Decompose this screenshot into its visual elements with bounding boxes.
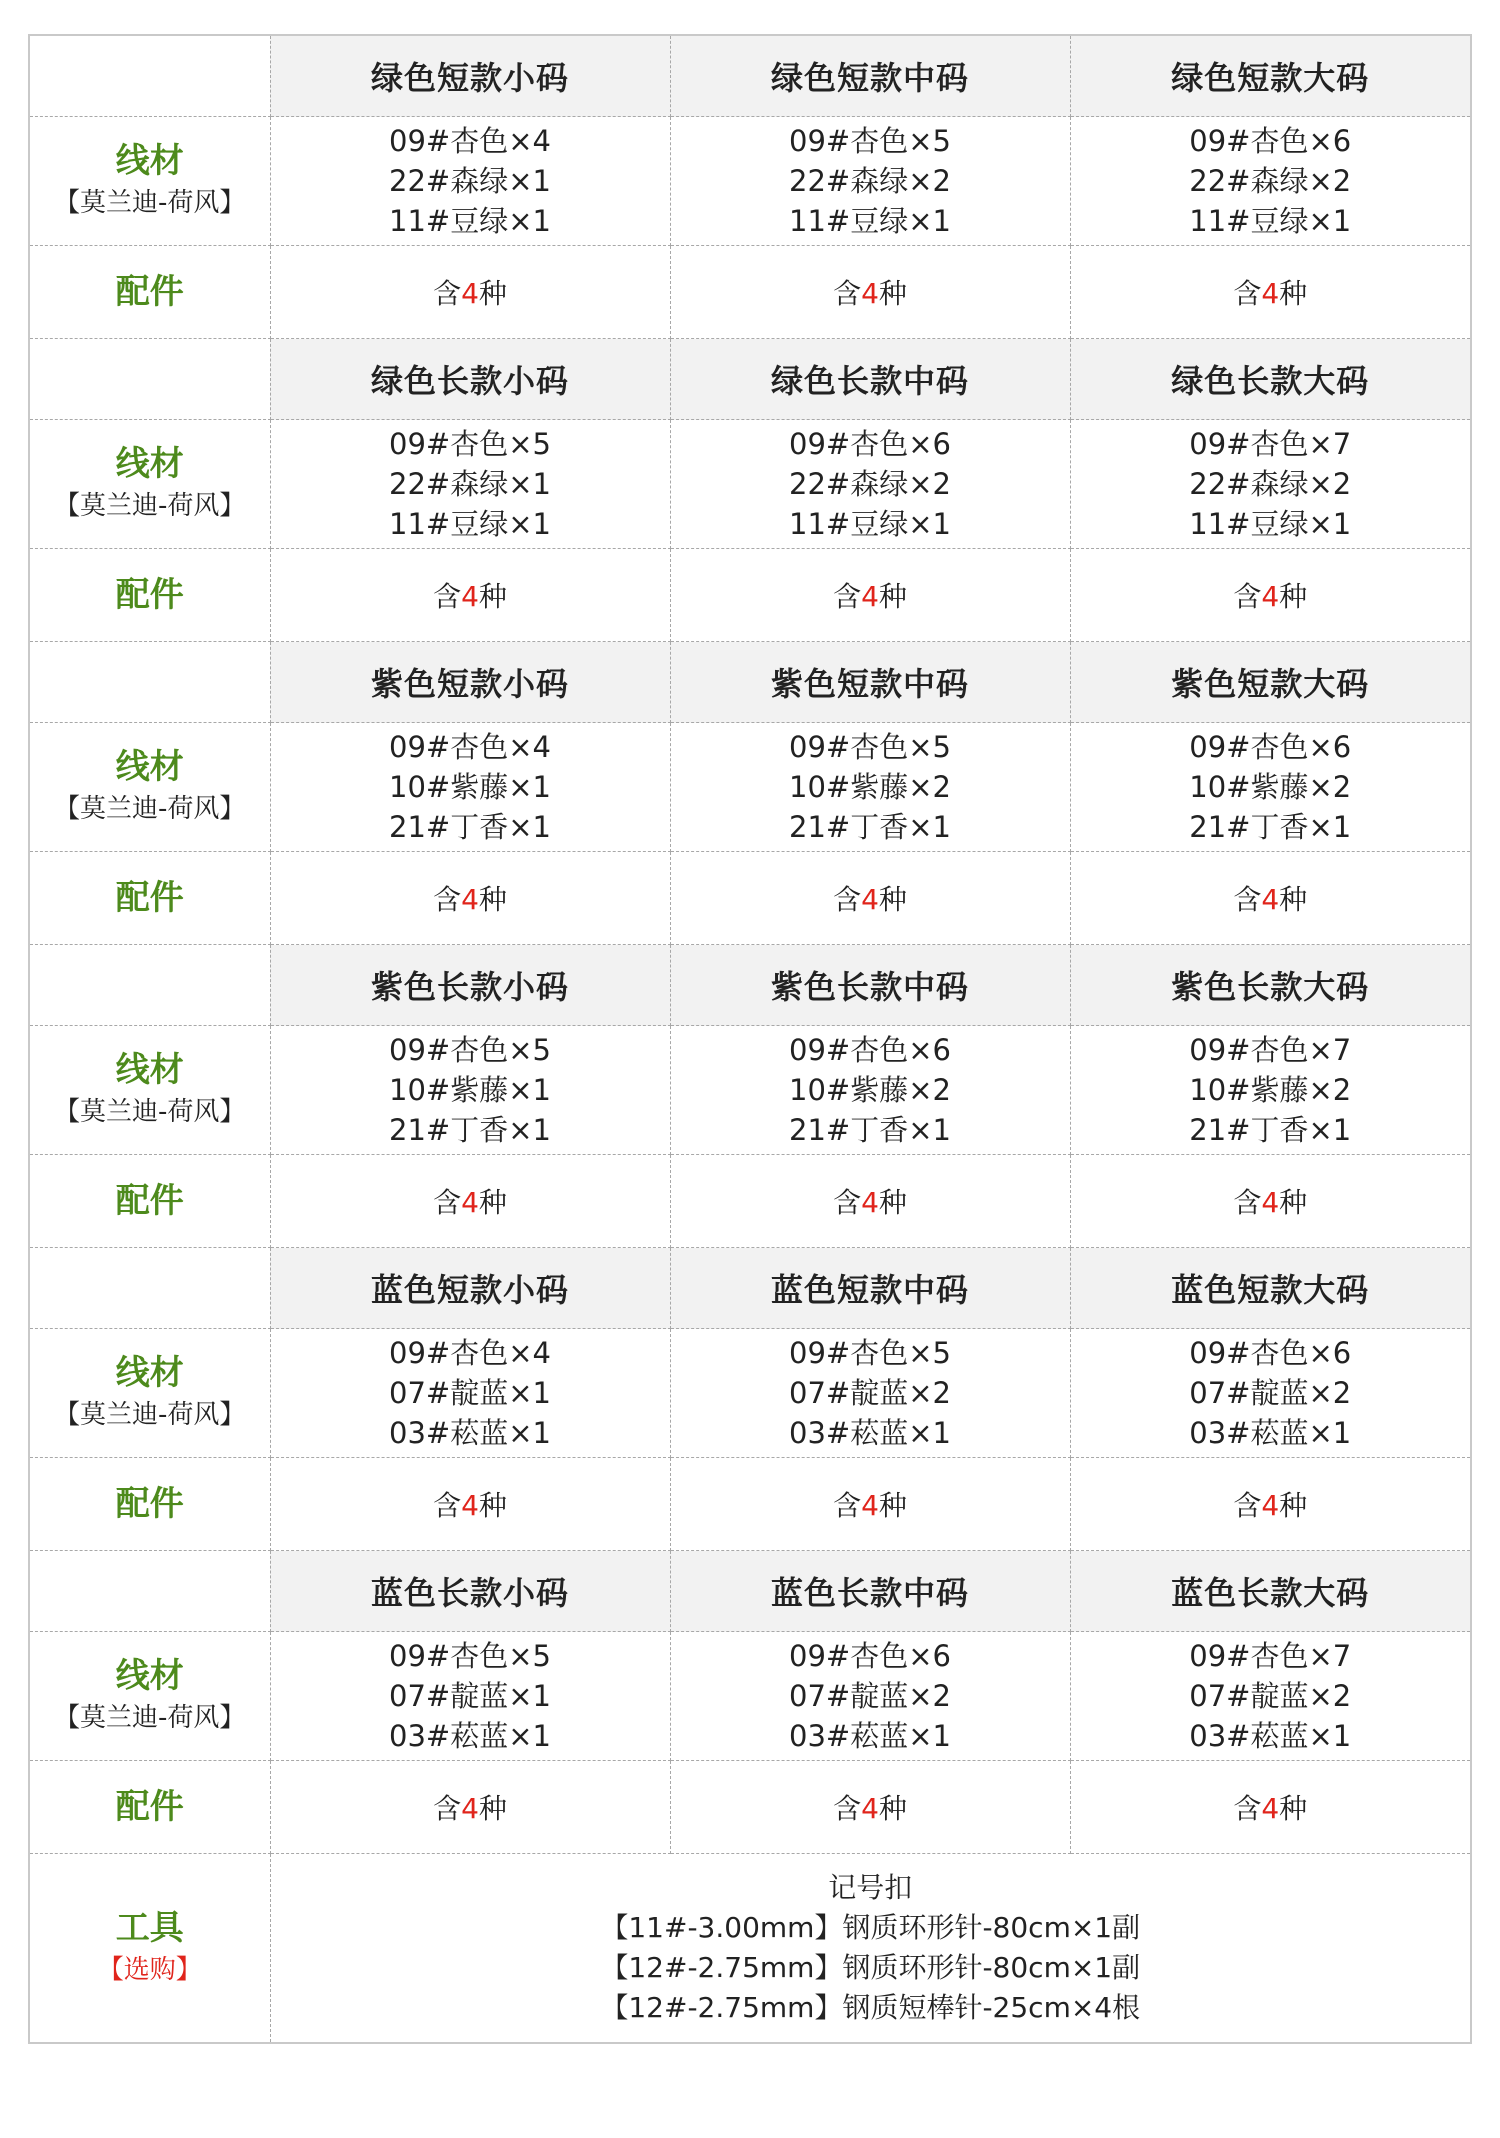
yarn-list [671, 1636, 1070, 1756]
accessory-suffix: 种 [478, 883, 507, 916]
materials-label-cell [30, 1026, 270, 1155]
header-blank-cell [30, 339, 270, 420]
yarn-item: 10#紫藤×2 [789, 770, 951, 804]
accessory-suffix: 种 [1279, 1186, 1308, 1219]
section-header-row [30, 945, 1470, 1026]
materials-cell [270, 420, 670, 549]
yarn-item: 09#杏色×6 [1189, 730, 1352, 764]
accessory-count: 4 [1261, 1186, 1280, 1219]
accessory-count-text [833, 1186, 907, 1219]
accessories-label: 配件 [115, 878, 184, 918]
accessory-count: 4 [861, 1792, 879, 1825]
tools-sublabel: 【选购】 [97, 1955, 202, 1985]
size-header-cell: 蓝色短款中码 [670, 1248, 1070, 1329]
accessory-suffix: 种 [878, 1186, 907, 1219]
section-header-row [30, 1248, 1470, 1329]
materials-cell [670, 723, 1070, 852]
yarn-item: 10#紫藤×1 [389, 770, 551, 804]
yarn-item: 11#豆绿×1 [389, 507, 551, 541]
yarn-item: 09#杏色×6 [789, 1639, 951, 1673]
tool-item: 【11#-3.00mm】钢质环形针-80cm×1副 [600, 1911, 1141, 1944]
accessory-prefix: 含 [433, 580, 462, 613]
materials-row [30, 117, 1470, 246]
yarn-item: 21#丁香×1 [789, 810, 951, 844]
size-header-cell: 紫色短款中码 [670, 642, 1070, 723]
size-header-cell: 紫色长款大码 [1070, 945, 1470, 1026]
accessory-suffix: 种 [478, 1792, 507, 1825]
materials-cell [1070, 1026, 1470, 1155]
yarn-list [1071, 424, 1471, 544]
accessories-cell [270, 852, 670, 945]
materials-cell [270, 723, 670, 852]
accessories-cell [1070, 246, 1470, 339]
yarn-item: 03#菘蓝×1 [389, 1719, 551, 1753]
materials-cell [270, 1632, 670, 1761]
materials-cell [1070, 1329, 1470, 1458]
materials-label: 线材 [115, 747, 184, 787]
yarn-list [271, 1030, 670, 1150]
size-header-cell: 绿色长款中码 [670, 339, 1070, 420]
size-header-cell: 紫色长款小码 [270, 945, 670, 1026]
yarn-item: 09#杏色×5 [389, 1639, 551, 1673]
accessories-row [30, 1458, 1470, 1551]
materials-cell [670, 1026, 1070, 1155]
accessories-row [30, 549, 1470, 642]
materials-cell [270, 1329, 670, 1458]
yarn-item: 21#丁香×1 [789, 1113, 951, 1147]
yarn-item: 10#紫藤×2 [1189, 770, 1352, 804]
section-header-row [30, 36, 1470, 117]
accessories-row [30, 852, 1470, 945]
accessory-count: 4 [461, 1792, 479, 1825]
accessories-cell [1070, 1761, 1470, 1854]
accessories-cell [1070, 1155, 1470, 1248]
accessory-prefix: 含 [1233, 883, 1262, 916]
yarn-item: 11#豆绿×1 [389, 204, 551, 238]
yarn-list [271, 1333, 670, 1453]
tool-item: 【12#-2.75mm】钢质短棒针-25cm×4根 [600, 1991, 1141, 2024]
accessories-label-cell [30, 852, 270, 945]
yarn-list [271, 727, 670, 847]
accessories-cell [270, 1458, 670, 1551]
yarn-item: 11#豆绿×1 [1189, 204, 1352, 238]
accessory-suffix: 种 [478, 1186, 507, 1219]
yarn-item: 03#菘蓝×1 [789, 1719, 951, 1753]
size-header-cell: 紫色短款小码 [270, 642, 670, 723]
materials-cell [1070, 420, 1470, 549]
materials-cell [1070, 723, 1470, 852]
accessory-prefix: 含 [433, 1489, 462, 1522]
accessories-cell [1070, 549, 1470, 642]
materials-label: 线材 [115, 141, 184, 181]
header-blank-cell [30, 1551, 270, 1632]
materials-sublabel: 【莫兰迪-荷风】 [54, 1703, 246, 1733]
accessories-label-cell [30, 246, 270, 339]
accessory-prefix: 含 [833, 277, 862, 310]
accessories-cell [670, 246, 1070, 339]
accessories-cell [270, 246, 670, 339]
header-blank-cell [30, 642, 270, 723]
materials-cell [270, 1026, 670, 1155]
size-header-cell: 蓝色长款中码 [670, 1551, 1070, 1632]
yarn-item: 11#豆绿×1 [1189, 507, 1352, 541]
size-header-cell: 紫色短款大码 [1070, 642, 1470, 723]
materials-sublabel: 【莫兰迪-荷风】 [54, 794, 246, 824]
materials-label-cell [30, 420, 270, 549]
yarn-item: 09#杏色×6 [1189, 124, 1352, 158]
accessories-cell [1070, 852, 1470, 945]
section-header-row [30, 339, 1470, 420]
accessory-prefix: 含 [833, 580, 862, 613]
accessory-suffix: 种 [878, 1489, 907, 1522]
materials-row [30, 723, 1470, 852]
yarn-list [1071, 1333, 1471, 1453]
yarn-item: 09#杏色×6 [1189, 1336, 1352, 1370]
accessory-count-text [433, 1489, 507, 1522]
yarn-item: 09#杏色×5 [789, 124, 951, 158]
yarn-list [1071, 121, 1471, 241]
accessory-prefix: 含 [833, 1792, 862, 1825]
section-header-row [30, 642, 1470, 723]
size-header-cell: 绿色长款小码 [270, 339, 670, 420]
yarn-item: 07#靛蓝×1 [389, 1376, 551, 1410]
materials-row [30, 420, 1470, 549]
accessory-suffix: 种 [878, 277, 907, 310]
yarn-list [1071, 1030, 1471, 1150]
size-header-cell: 绿色短款中码 [670, 36, 1070, 117]
materials-cell [670, 1632, 1070, 1761]
yarn-item: 21#丁香×1 [1189, 1113, 1352, 1147]
accessory-prefix: 含 [433, 883, 462, 916]
accessory-prefix: 含 [1233, 580, 1262, 613]
materials-row [30, 1026, 1470, 1155]
yarn-item: 21#丁香×1 [1189, 810, 1352, 844]
materials-label-cell [30, 1329, 270, 1458]
accessory-suffix: 种 [1279, 1489, 1308, 1522]
yarn-item: 09#杏色×7 [1189, 1639, 1352, 1673]
accessory-count-text [1233, 580, 1307, 613]
materials-table [30, 36, 1470, 2042]
accessory-prefix: 含 [1233, 1489, 1262, 1522]
accessory-count: 4 [1261, 277, 1280, 310]
accessories-cell [670, 1155, 1070, 1248]
accessory-count-text [1233, 1489, 1307, 1522]
accessories-cell [670, 1458, 1070, 1551]
accessory-prefix: 含 [433, 1186, 462, 1219]
accessory-count: 4 [861, 277, 879, 310]
accessories-row [30, 246, 1470, 339]
header-blank-cell [30, 36, 270, 117]
accessory-count: 4 [861, 580, 879, 613]
materials-row [30, 1329, 1470, 1458]
yarn-list [671, 1030, 1070, 1150]
accessory-prefix: 含 [1233, 1186, 1262, 1219]
yarn-item: 22#森绿×1 [389, 467, 551, 501]
materials-sublabel: 【莫兰迪-荷风】 [54, 188, 246, 218]
accessory-prefix: 含 [1233, 1792, 1262, 1825]
size-header-cell: 蓝色短款大码 [1070, 1248, 1470, 1329]
accessory-suffix: 种 [1279, 277, 1308, 310]
accessory-prefix: 含 [833, 1186, 862, 1219]
yarn-item: 09#杏色×4 [389, 730, 551, 764]
materials-label: 线材 [115, 1050, 184, 1090]
materials-label: 线材 [115, 444, 184, 484]
tools-row [30, 1854, 1470, 2043]
yarn-list [1071, 727, 1471, 847]
accessory-suffix: 种 [878, 580, 907, 613]
materials-label-cell [30, 723, 270, 852]
accessory-prefix: 含 [833, 883, 862, 916]
size-header-cell: 蓝色短款小码 [270, 1248, 670, 1329]
accessory-suffix: 种 [478, 277, 507, 310]
materials-sublabel: 【莫兰迪-荷风】 [54, 1400, 246, 1430]
size-header-cell: 蓝色长款大码 [1070, 1551, 1470, 1632]
accessory-suffix: 种 [878, 1792, 907, 1825]
accessory-count: 4 [461, 277, 479, 310]
yarn-item: 03#菘蓝×1 [1189, 1719, 1352, 1753]
yarn-item: 22#森绿×2 [1189, 164, 1352, 198]
yarn-item: 21#丁香×1 [389, 1113, 551, 1147]
accessory-count: 4 [1261, 580, 1280, 613]
yarn-item: 22#森绿×1 [389, 164, 551, 198]
yarn-item: 09#杏色×4 [389, 1336, 551, 1370]
materials-cell [670, 420, 1070, 549]
accessories-cell [670, 1761, 1070, 1854]
materials-label: 线材 [115, 1353, 184, 1393]
tools-cell [270, 1854, 1470, 2043]
accessory-count-text [833, 580, 907, 613]
accessory-suffix: 种 [1279, 883, 1308, 916]
yarn-item: 11#豆绿×1 [789, 204, 951, 238]
accessory-count-text [833, 883, 907, 916]
yarn-item: 09#杏色×7 [1189, 427, 1352, 461]
tools-list [271, 1868, 1471, 2028]
accessory-count-text [833, 277, 907, 310]
accessories-cell [270, 1155, 670, 1248]
accessories-label: 配件 [115, 1787, 184, 1827]
accessory-count-text [1233, 1186, 1307, 1219]
size-header-cell: 蓝色长款小码 [270, 1551, 670, 1632]
tool-item: 【12#-2.75mm】钢质环形针-80cm×1副 [600, 1951, 1141, 1984]
materials-sublabel: 【莫兰迪-荷风】 [54, 491, 246, 521]
accessory-suffix: 种 [478, 580, 507, 613]
accessories-label-cell [30, 549, 270, 642]
accessory-count-text [433, 883, 507, 916]
accessory-count: 4 [1261, 1792, 1280, 1825]
materials-label-cell [30, 117, 270, 246]
yarn-item: 09#杏色×4 [389, 124, 551, 158]
yarn-item: 07#靛蓝×2 [789, 1376, 951, 1410]
materials-table-sheet [28, 34, 1472, 2044]
accessory-count-text [433, 1186, 507, 1219]
accessory-count: 4 [1261, 883, 1280, 916]
tools-label-cell [30, 1854, 270, 2043]
size-header-cell: 紫色长款中码 [670, 945, 1070, 1026]
accessory-prefix: 含 [833, 1489, 862, 1522]
accessories-label-cell [30, 1761, 270, 1854]
accessories-label: 配件 [115, 1181, 184, 1221]
yarn-item: 10#紫藤×1 [389, 1073, 551, 1107]
tools-label: 工具 [115, 1908, 184, 1948]
yarn-item: 09#杏色×6 [789, 427, 951, 461]
yarn-item: 07#靛蓝×2 [1189, 1376, 1352, 1410]
accessory-prefix: 含 [433, 277, 462, 310]
yarn-item: 09#杏色×5 [389, 427, 551, 461]
yarn-list [671, 727, 1070, 847]
accessory-count: 4 [861, 1186, 879, 1219]
yarn-list [671, 121, 1070, 241]
header-blank-cell [30, 945, 270, 1026]
yarn-item: 03#菘蓝×1 [789, 1416, 951, 1450]
yarn-item: 21#丁香×1 [389, 810, 551, 844]
accessory-count-text [433, 1792, 507, 1825]
accessories-label-cell [30, 1155, 270, 1248]
yarn-item: 09#杏色×7 [1189, 1033, 1352, 1067]
materials-cell [1070, 117, 1470, 246]
yarn-item: 09#杏色×5 [789, 730, 951, 764]
accessory-suffix: 种 [1279, 1792, 1308, 1825]
materials-cell [670, 1329, 1070, 1458]
tool-item: 记号扣 [828, 1871, 913, 1904]
yarn-item: 22#森绿×2 [789, 164, 951, 198]
yarn-list [671, 424, 1070, 544]
header-blank-cell [30, 1248, 270, 1329]
materials-label: 线材 [115, 1656, 184, 1696]
accessory-suffix: 种 [478, 1489, 507, 1522]
materials-cell [1070, 1632, 1470, 1761]
accessories-label-cell [30, 1458, 270, 1551]
yarn-item: 09#杏色×5 [789, 1336, 951, 1370]
yarn-list [271, 121, 670, 241]
accessory-count-text [433, 277, 507, 310]
accessory-prefix: 含 [433, 1792, 462, 1825]
yarn-item: 03#菘蓝×1 [1189, 1416, 1352, 1450]
yarn-list [671, 1333, 1070, 1453]
accessories-cell [1070, 1458, 1470, 1551]
accessories-cell [670, 549, 1070, 642]
accessory-count: 4 [461, 883, 479, 916]
materials-sublabel: 【莫兰迪-荷风】 [54, 1097, 246, 1127]
yarn-item: 07#靛蓝×2 [789, 1679, 951, 1713]
accessory-count: 4 [461, 580, 479, 613]
yarn-item: 22#森绿×2 [789, 467, 951, 501]
yarn-list [1071, 1636, 1471, 1756]
accessory-count-text [1233, 277, 1307, 310]
materials-cell [270, 117, 670, 246]
yarn-item: 10#紫藤×2 [789, 1073, 951, 1107]
size-header-cell: 绿色短款小码 [270, 36, 670, 117]
yarn-item: 09#杏色×5 [389, 1033, 551, 1067]
accessories-row [30, 1155, 1470, 1248]
yarn-item: 10#紫藤×2 [1189, 1073, 1352, 1107]
accessories-cell [270, 549, 670, 642]
accessories-cell [270, 1761, 670, 1854]
accessory-prefix: 含 [1233, 277, 1262, 310]
yarn-item: 07#靛蓝×2 [1189, 1679, 1352, 1713]
yarn-item: 03#菘蓝×1 [389, 1416, 551, 1450]
yarn-item: 11#豆绿×1 [789, 507, 951, 541]
accessory-count: 4 [861, 883, 879, 916]
accessories-cell [670, 852, 1070, 945]
accessories-row [30, 1761, 1470, 1854]
yarn-list [271, 1636, 670, 1756]
accessory-count-text [833, 1489, 907, 1522]
accessory-count-text [433, 580, 507, 613]
accessory-count-text [1233, 883, 1307, 916]
accessories-label: 配件 [115, 575, 184, 615]
materials-label-cell [30, 1632, 270, 1761]
accessory-count: 4 [461, 1186, 479, 1219]
accessory-count: 4 [461, 1489, 479, 1522]
materials-row [30, 1632, 1470, 1761]
accessory-count-text [1233, 1792, 1307, 1825]
materials-table-body [30, 36, 1470, 2042]
accessories-label: 配件 [115, 1484, 184, 1524]
accessory-count-text [833, 1792, 907, 1825]
accessory-suffix: 种 [1279, 580, 1308, 613]
size-header-cell: 绿色短款大码 [1070, 36, 1470, 117]
yarn-item: 09#杏色×6 [789, 1033, 951, 1067]
size-header-cell: 绿色长款大码 [1070, 339, 1470, 420]
yarn-item: 22#森绿×2 [1189, 467, 1352, 501]
accessory-count: 4 [1261, 1489, 1280, 1522]
accessories-label: 配件 [115, 272, 184, 312]
yarn-item: 07#靛蓝×1 [389, 1679, 551, 1713]
materials-cell [670, 117, 1070, 246]
accessory-suffix: 种 [878, 883, 907, 916]
accessory-count: 4 [861, 1489, 879, 1522]
yarn-list [271, 424, 670, 544]
section-header-row [30, 1551, 1470, 1632]
